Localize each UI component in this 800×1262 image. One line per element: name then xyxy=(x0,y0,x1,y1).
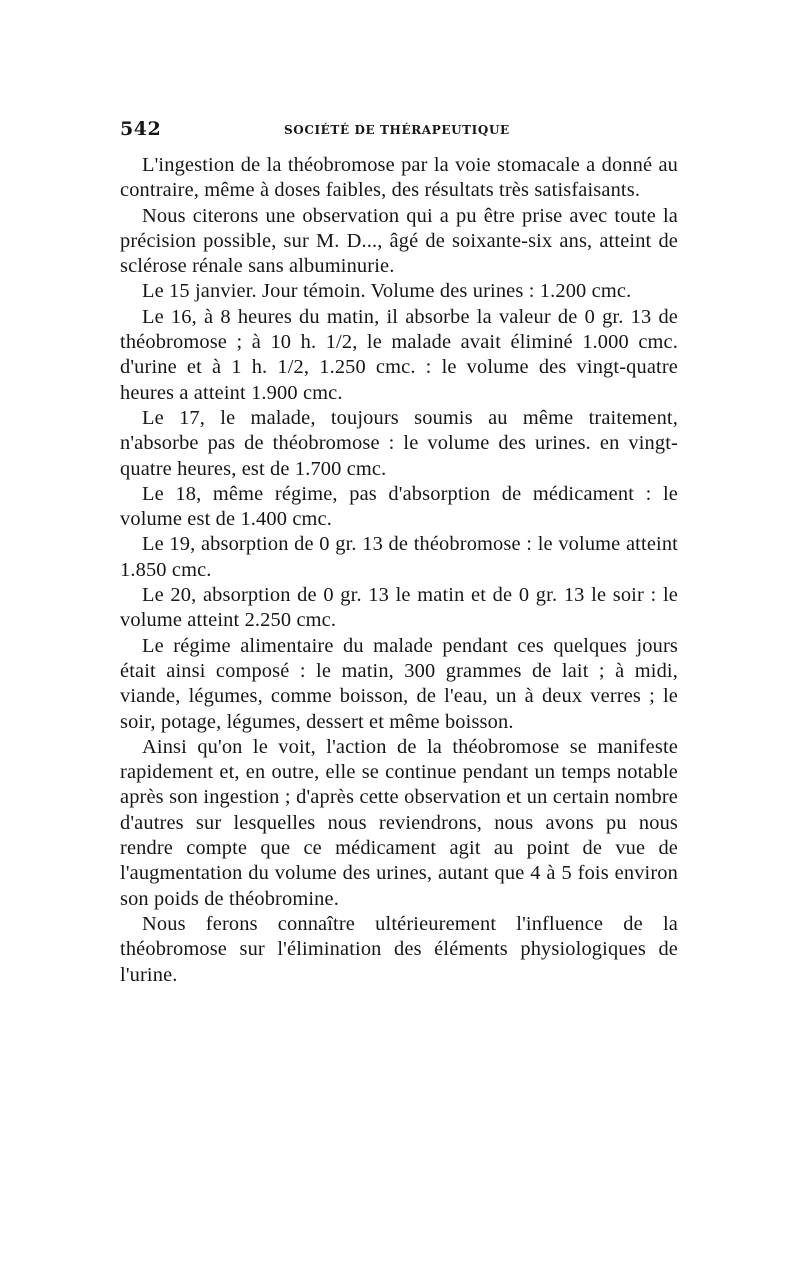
paragraph-day-16: Le 16, à 8 heures du matin, il absorbe la valeur de 0 gr. 13 de théobromose ; à 10 h. 1/2, le malade avait éliminé 1.000 cmc. d'urine et à 1 h. 1/2, 1.250 cmc. : le volume des vingt-quatre heures a atteint 1.900 cmc. xyxy=(120,305,678,404)
page-number: 542 xyxy=(120,118,162,140)
paragraph-day-18: Le 18, même régime, pas d'absorption de médicament : le volume est de 1.400 cmc. xyxy=(120,482,678,531)
running-title: SOCIÉTÉ DE THÉRAPEUTIQUE xyxy=(284,123,510,137)
paragraph-day-17: Le 17, le malade, toujours soumis au même traitement, n'absorbe pas de théobromose : le volume des urines. en vingt-quatre heures, est de 1.700 cmc. xyxy=(120,406,678,480)
running-head xyxy=(120,118,680,144)
paragraph-day-20: Le 20, absorption de 0 gr. 13 le matin et de 0 gr. 13 le soir : le volume atteint 2.250 cmc. xyxy=(120,584,678,632)
body-text xyxy=(120,153,678,988)
paragraph-conclusion: Ainsi qu'on le voit, l'action de la théobromose se manifeste rapidement et, en outre, elle se continue pendant un temps notable après son ingestion ; d'après cette observation et un certain nombre d'autres sur lesquelles nous reviendrons, nous avons pu nous rendre compte que ce médicament agit au point de vue de l'augmentation du volume des urines, autant que 4 à 5 fois environ son poids de théobromine. xyxy=(120,735,678,910)
paragraph-day-19: Le 19, absorption de 0 gr. 13 de théobromose : le volume atteint 1.850 cmc. xyxy=(120,533,678,581)
paragraph-observation: Nous citerons une observation qui a pu être prise avec toute la précision possible, sur M. D..., âgé de soixante-six ans, atteint de sclérose rénale sans albuminurie. xyxy=(120,204,678,278)
paragraph-diet: Le régime alimentaire du malade pendant ces quelques jours était ainsi composé : le matin, 300 grammes de lait ; à midi, viande, légumes, comme boisson, de l'eau, un à deux verres ; le soir, potage, légumes, dessert et même boisson. xyxy=(120,634,678,733)
paragraph-ingestion: L'ingestion de la théobromose par la voie stomacale a donné au contraire, même à doses faibles, des résultats très satisfaisants. xyxy=(120,154,678,202)
paragraph-future-work: Nous ferons connaître ultérieurement l'influence de la théobromose sur l'élimination des éléments physiologiques de l'urine. xyxy=(120,912,678,986)
paragraph-day-15: Le 15 janvier. Jour témoin. Volume des urines : 1.200 cmc. xyxy=(142,280,632,303)
